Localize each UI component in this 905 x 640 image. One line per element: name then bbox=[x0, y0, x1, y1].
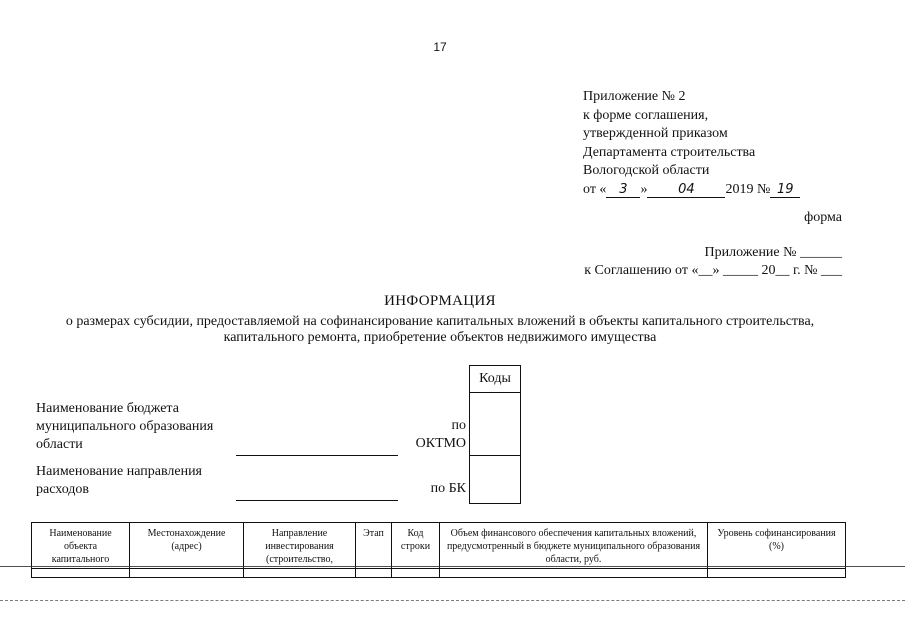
approval-line-2: к форме соглашения, bbox=[583, 107, 709, 123]
codes-box bbox=[469, 365, 521, 504]
date-prefix: от « bbox=[583, 181, 607, 197]
document-subtitle: о размерах субсидии, предоставляемой на софинансирование капитальных вложений в объекты капитального строительства, капитального ремонта, приобретение объектов недвижимого имущества bbox=[65, 314, 815, 345]
approval-block bbox=[583, 88, 800, 199]
okmo-label-line-2: ОКТМО bbox=[415, 436, 466, 451]
col-location: Местонахождение (адрес) bbox=[130, 523, 244, 569]
okmo-code-cell[interactable] bbox=[470, 393, 520, 456]
date-mid: » bbox=[640, 181, 648, 197]
annex-line-1: Приложение № ______ bbox=[704, 245, 842, 260]
budget-label-line-2: муниципального образования bbox=[36, 419, 214, 434]
col-investment-direction: Направление инвестирования (строительство, bbox=[244, 523, 356, 569]
table-cell[interactable] bbox=[244, 569, 356, 578]
table-cell[interactable] bbox=[32, 569, 130, 578]
approval-line-5: Вологодской области bbox=[583, 163, 710, 178]
date-year: 2019 № bbox=[725, 181, 771, 197]
bk-label: по БК bbox=[430, 481, 466, 496]
budget-label-line-3: области bbox=[36, 437, 83, 452]
col-cofinancing-level: Уровень софинансирования (%) bbox=[708, 523, 846, 569]
col-object-name: Наименование объекта капитального bbox=[32, 523, 130, 569]
page-number: 17 bbox=[433, 40, 447, 54]
budget-label-line-1: Наименование бюджета bbox=[36, 401, 179, 416]
form-label: форма bbox=[804, 210, 842, 225]
table-cell[interactable] bbox=[130, 569, 244, 578]
document-title: ИНФОРМАЦИЯ bbox=[384, 293, 496, 309]
col-financing-volume: Объем финансового обеспечения капитальных вложений, предусмотренный в бюджете муниципального образования области, руб. bbox=[440, 523, 708, 569]
annex-reference bbox=[584, 244, 842, 280]
approval-line-3: утвержденной приказом bbox=[583, 126, 728, 141]
direction-field-line[interactable] bbox=[236, 500, 398, 501]
okmo-label-line-1: по bbox=[451, 418, 466, 433]
col-row-code: Код строки bbox=[392, 523, 440, 569]
col-stage: Этап bbox=[356, 523, 392, 569]
table-row bbox=[32, 569, 846, 578]
approval-date-line bbox=[583, 181, 800, 200]
codes-header: Коды bbox=[470, 366, 520, 393]
budget-name-field-line[interactable] bbox=[236, 455, 398, 456]
approval-line-1: Приложение № 2 bbox=[583, 89, 686, 104]
direction-label-line-1: Наименование направления bbox=[36, 464, 202, 479]
table-cell[interactable] bbox=[708, 569, 846, 578]
scan-cut-line bbox=[0, 566, 905, 567]
scan-dashed-line bbox=[0, 600, 905, 601]
table-cell[interactable] bbox=[392, 569, 440, 578]
subsidy-table bbox=[31, 522, 846, 578]
okmo-label bbox=[400, 417, 466, 453]
direction-label-line-2: расходов bbox=[36, 482, 90, 497]
budget-name-label bbox=[36, 400, 213, 454]
annex-line-2: к Соглашению от «__» _____ 20__ г. № ___ bbox=[584, 263, 842, 278]
table-cell[interactable] bbox=[356, 569, 392, 578]
date-month: 04 bbox=[647, 182, 725, 198]
direction-label bbox=[36, 463, 202, 499]
date-day: 3 bbox=[606, 182, 640, 198]
approval-line-4: Департамента строительства bbox=[583, 144, 756, 160]
table-cell[interactable] bbox=[440, 569, 708, 578]
order-number: 19 bbox=[770, 182, 800, 198]
table-header-row bbox=[32, 523, 846, 569]
